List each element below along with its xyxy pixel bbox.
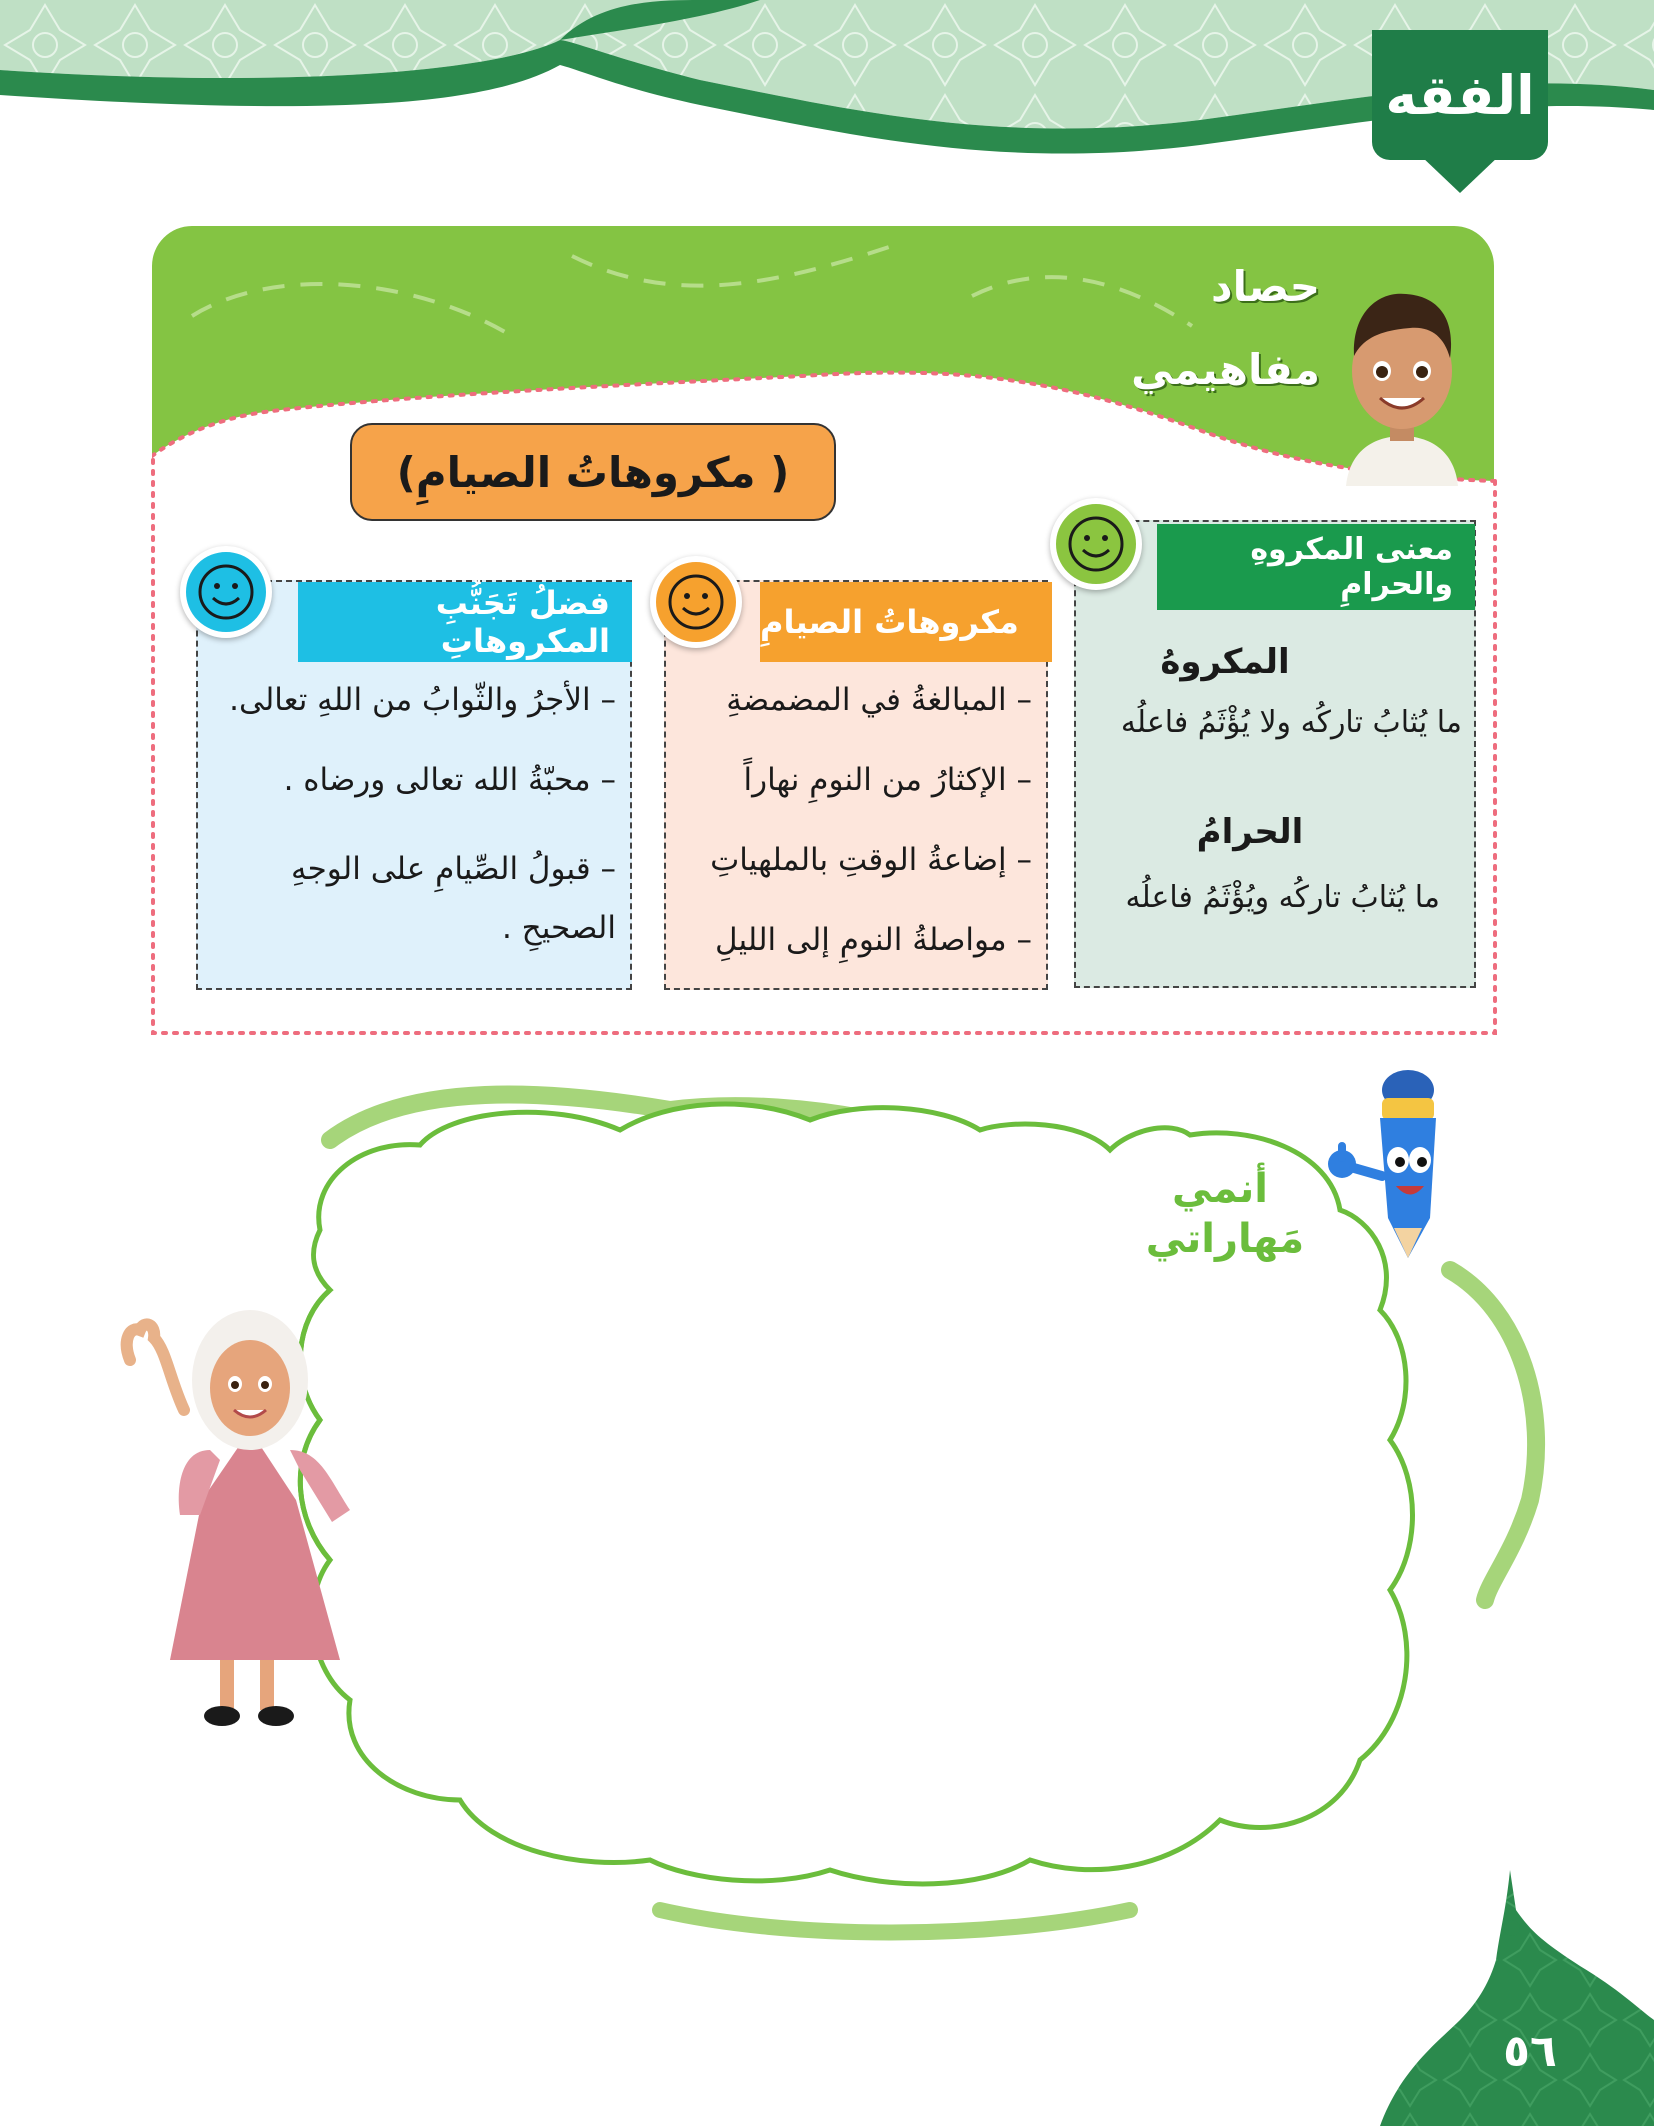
banner-title-line2: مفاهيمي (1131, 345, 1320, 394)
girl-character-illustration (110, 1300, 380, 1730)
list-item: – محبّةُ الله تعالى ورضاه . (283, 762, 616, 798)
pencil-mascot-illustration (1320, 1068, 1470, 1268)
main-title-pill (350, 423, 836, 521)
banner-title-line1: حصاد (1211, 262, 1320, 311)
list-item: – المبالغةُ في المضمضةِ (726, 682, 1032, 718)
makruhat-list (666, 680, 1046, 980)
haram-definition: ما يُثابُ تاركُه ويُؤْثَمُ فاعلُه (1125, 880, 1440, 915)
list-item: – الأجرُ والثّوابُ من اللهِ تعالى. (229, 682, 616, 718)
bottom-dome-decoration (1380, 1870, 1654, 2126)
smiley-icon (650, 556, 742, 648)
makruh-definition: ما يُثابُ تاركُه ولا يُؤْثَمُ فاعلُه (1120, 705, 1462, 740)
skills-heading-line1: أنمي (1171, 1166, 1268, 1212)
tab-pointer (1420, 155, 1500, 195)
smiley-icon (1050, 498, 1142, 590)
makruhat-column-title: مكروهاتُ الصيامِ (760, 582, 1052, 662)
list-item: – مواصلةُ النومِ إلى الليلِ (714, 922, 1032, 958)
list-item: – إضاعةُ الوقتِ بالملهياتِ (710, 842, 1032, 878)
page-number: ٥٦ (1503, 2026, 1557, 2077)
virtue-column-title: فضلُ تَجَنُّبِ المكروهاتِ (298, 582, 632, 662)
skills-heading-line2: مَهاراتي (1145, 1216, 1305, 1262)
list-item: – قبولُ الصِّيامِ على الوجهِ الصحيحِ . (290, 851, 616, 946)
subject-tab: الفقه (1372, 30, 1548, 160)
makruh-term: المكروهُ (1160, 642, 1290, 682)
list-item: – الإكثارُ من النومِ نهاراً (743, 762, 1032, 798)
meaning-column-title: معنى المكروهِ والحرامِ (1157, 524, 1475, 610)
virtue-list (198, 680, 630, 980)
haram-term: الحرامُ (1196, 812, 1304, 852)
smiley-icon (180, 546, 272, 638)
main-title-text: ( مكروهاتُ الصيامِ) (396, 447, 790, 497)
